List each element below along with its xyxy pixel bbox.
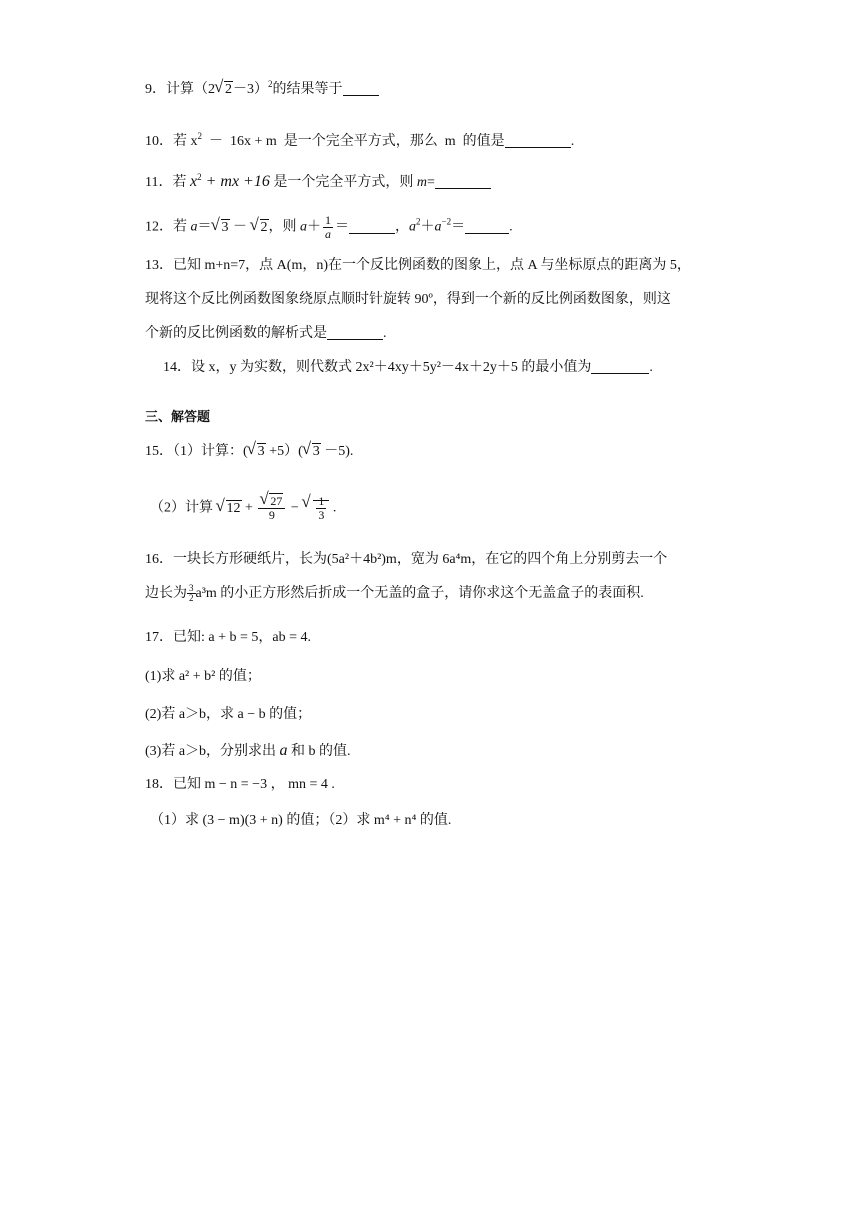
fraction: $\frac{1}{a}$ xyxy=(325,213,331,241)
answer-blank[interactable] xyxy=(343,81,379,96)
question-15-part-1: 15．（1）计算：(√ 3 +5）(√ 3 －5). xyxy=(145,442,353,462)
question-17-part-2: (2)若 a＞b，求 a − b 的值； xyxy=(145,707,312,722)
answer-blank[interactable] xyxy=(435,174,491,189)
answer-blank[interactable] xyxy=(349,219,395,234)
sqrt-sign: √ 3 xyxy=(303,442,321,462)
question-14: 14．设 x，y 为实数，则代数式 2x²＋4xy＋5y²－4x＋2y＋5 的最小值为 . xyxy=(163,360,653,375)
sqrt-sign: √ 27 xyxy=(260,495,283,508)
fraction: $\frac{3}{2}$ xyxy=(189,583,194,604)
sqrt-sign: √ 3 xyxy=(248,442,266,462)
question-17-given: 17．已知: a + b = 5，ab = 4. xyxy=(145,630,312,645)
answer-blank[interactable] xyxy=(327,325,383,340)
question-13-line-1: 13．已知 m+n=7，点 A(m，n)在一个反比例函数的图象上，点 A 与坐标原点的距离为 5， xyxy=(145,258,691,273)
sqrt-sign xyxy=(302,495,329,522)
question-17-part-1: (1)求 a² + b² 的值； xyxy=(145,669,261,684)
question-10: 10．若 $x^2 - 16x + m$ 是一个完全平方式，那么 m 的值是 . xyxy=(145,131,575,149)
answer-blank[interactable] xyxy=(465,219,509,234)
fraction: √ $\frac{27}{9}$ xyxy=(258,495,285,522)
question-13-line-3: 个新的反比例函数的解析式是 . xyxy=(145,326,387,341)
question-12: 12．若 a＝√ 3 － √ 2，则 a＋ $\frac{1}{a}$ ＝ ，$a^2+a^{-2}=$ . xyxy=(145,214,513,241)
question-11: 11．若 $x^2$ + mx +16 是一个完全平方式，则 m= xyxy=(145,172,491,193)
question-17-part-3: (3)若 a＞b，分别求出 a 和 b 的值. xyxy=(145,742,351,759)
answer-blank[interactable] xyxy=(505,133,571,148)
sqrt-sign: √ 12 xyxy=(217,499,242,519)
question-16-line-2: 边长为 $\frac{3}{2}$ a³m 的小正方形然后折成一个无盖的盒子，请你求这个无盖盒子的表面积. xyxy=(145,583,644,604)
question-18-given: 18．已知 m − n = −3 ， mn = 4 . xyxy=(145,777,335,792)
question-18-parts: （1）求 (3 − m)(3 + n) 的值；（2）求 m⁴ + n⁴ 的值. xyxy=(150,813,452,828)
answer-blank[interactable] xyxy=(591,359,649,374)
question-16-line-1: 16．一块长方形硬纸片，长为(5a²＋4b²)m，宽为 6a⁴m，在它的四个角上分别剪去一个 xyxy=(145,552,668,567)
question-9: 9．计算（2√ 2－3）$^2$的结果等于 xyxy=(145,80,379,100)
sqrt-sign: √ 3 xyxy=(212,218,230,238)
sqrt-sign: √ 2 xyxy=(215,80,233,100)
section-heading: 三、解答题 xyxy=(145,410,211,425)
sqrt-sign: √ 2 xyxy=(251,218,269,238)
question-13-line-2: 现将这个反比例函数图象绕原点顺时针旋转 90º，得到一个新的反比例函数图象，则这 xyxy=(145,292,671,307)
question-15-part-2: （2）计算 √ 12 + √ $\frac{27}{9}$ − √ $\frac{1}{3}$ . xyxy=(150,495,336,522)
fraction: √ $\frac{1}{3}$ xyxy=(318,494,325,522)
